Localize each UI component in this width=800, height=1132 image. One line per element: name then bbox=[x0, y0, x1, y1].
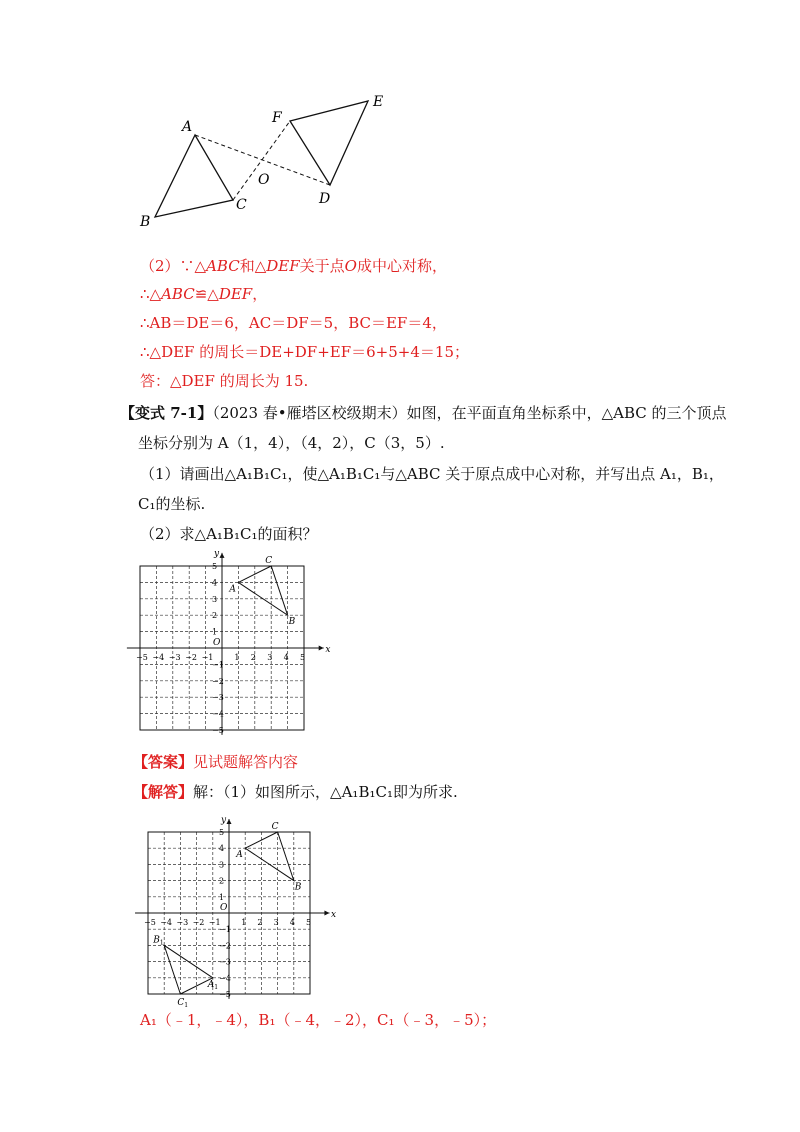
answer-line: 【答案】见试题解答内容 bbox=[133, 753, 299, 771]
solution-intro: 【解答】解：（1）如图所示，△A₁B₁C₁即为所求. bbox=[133, 783, 458, 801]
solution-line-1: （2）∵△ABC和△DEF关于点O成中心对称， bbox=[140, 257, 447, 275]
triangle-def bbox=[290, 101, 368, 185]
x-tick-label: 2 bbox=[250, 653, 256, 662]
y-tick-label: −1 bbox=[219, 925, 231, 935]
coordinate-grid-question bbox=[0, 548, 800, 748]
point-label-c1: $C_1$ bbox=[177, 998, 189, 1009]
y-tick-label: 4 bbox=[212, 578, 218, 588]
symmetry-figure bbox=[0, 0, 800, 240]
x-tick-label: −1 bbox=[208, 918, 221, 927]
point-label-b1: $B_1$ bbox=[153, 935, 164, 947]
answer-coordinates: A₁（﹣1，﹣4），B₁（﹣4，﹣2），C₁（﹣3，﹣5）； bbox=[140, 1011, 497, 1029]
label-e: E bbox=[373, 94, 384, 110]
y-tick-label: 2 bbox=[219, 876, 225, 886]
y-tick-label: −4 bbox=[212, 709, 224, 719]
y-tick-label: −5 bbox=[219, 990, 231, 999]
y-tick-label: −3 bbox=[212, 693, 224, 703]
y-tick-label: −2 bbox=[219, 941, 231, 951]
x-tick-label: −2 bbox=[192, 918, 205, 927]
variant-line-2: 坐标分别为 A（1，4），（4，2），C（3，5）. bbox=[138, 434, 445, 452]
label-a: A bbox=[182, 119, 193, 135]
y-tick-label: −2 bbox=[212, 676, 224, 686]
point-label-b: B bbox=[288, 617, 296, 628]
x-tick-label: 3 bbox=[267, 653, 273, 662]
y-axis-arrow-icon bbox=[220, 553, 225, 558]
y-tick-label: 5 bbox=[219, 828, 225, 837]
x-axis-arrow-icon bbox=[324, 911, 329, 916]
y-tick-label: −5 bbox=[212, 726, 224, 735]
y-tick-label: 5 bbox=[212, 562, 218, 571]
x-axis-label: x bbox=[331, 910, 337, 920]
x-tick-label: −4 bbox=[160, 918, 172, 927]
label-c: C bbox=[236, 197, 247, 213]
x-tick-label: 5 bbox=[300, 653, 306, 662]
solution-line-3: ∴AB＝DE＝6，AC＝DF＝5，BC＝EF＝4， bbox=[140, 314, 447, 332]
triangle-abc bbox=[155, 135, 233, 217]
point-label-a: A bbox=[229, 584, 236, 595]
solution-line-4: ∴△DEF 的周长＝DE+DF+EF＝6+5+4＝15； bbox=[140, 343, 469, 361]
y-tick-label: −1 bbox=[212, 660, 224, 670]
point-label-c: C bbox=[271, 822, 279, 832]
label-d: D bbox=[319, 191, 331, 207]
point-label-c: C bbox=[265, 556, 273, 566]
point-label-a1: $A_1$ bbox=[207, 979, 219, 991]
y-tick-label: 3 bbox=[212, 594, 218, 604]
y-tick-label: 2 bbox=[212, 611, 218, 621]
y-tick-label: 1 bbox=[219, 892, 225, 902]
x-tick-label: 1 bbox=[234, 653, 240, 662]
solution-line-2: ∴△ABC≌△DEF， bbox=[140, 285, 268, 303]
label-o: O bbox=[258, 172, 270, 188]
label-f: F bbox=[272, 110, 282, 126]
question-1-line-1: （1）请画出△A₁B₁C₁，使△A₁B₁C₁与△ABC 关于原点成中心对称，并写出点 A₁，B₁， bbox=[140, 465, 724, 483]
x-tick-label: −5 bbox=[144, 918, 156, 927]
x-tick-label: 4 bbox=[289, 918, 295, 927]
y-axis-arrow-icon bbox=[227, 819, 232, 824]
origin-label: O bbox=[220, 903, 228, 913]
y-tick-label: 3 bbox=[219, 860, 225, 870]
question-1-line-2: C₁的坐标. bbox=[138, 495, 206, 513]
question-2: （2）求△A₁B₁C₁的面积？ bbox=[140, 525, 318, 543]
dashed-segment-cf bbox=[233, 121, 290, 200]
triangle-a1b1c1 bbox=[164, 945, 213, 994]
x-tick-label: −4 bbox=[152, 653, 165, 662]
point-label-b: B bbox=[294, 882, 302, 893]
x-tick-label: −3 bbox=[176, 918, 189, 927]
variant-heading: 【变式 7-1】（2023 春•雁塔区校级期末）如图，在平面直角坐标系中，△ABC 的三个顶点 bbox=[120, 404, 727, 422]
y-axis-label: y bbox=[221, 815, 227, 826]
solution-line-5: 答：△DEF 的周长为 15. bbox=[140, 372, 309, 390]
x-tick-label: 2 bbox=[257, 918, 263, 927]
x-tick-label: 4 bbox=[283, 653, 289, 662]
label-b: B bbox=[140, 214, 151, 230]
x-tick-label: −3 bbox=[168, 653, 181, 662]
triangle-abc bbox=[238, 566, 287, 615]
x-tick-label: −2 bbox=[185, 653, 197, 662]
y-tick-label: −3 bbox=[219, 957, 231, 967]
triangle-abc bbox=[245, 832, 294, 881]
y-axis-label: y bbox=[214, 549, 220, 560]
point-label-a: A bbox=[236, 850, 243, 861]
x-tick-label: 1 bbox=[241, 918, 247, 927]
x-tick-label: −5 bbox=[136, 653, 148, 662]
origin-label: O bbox=[213, 638, 221, 648]
coordinate-grid-answer bbox=[0, 806, 800, 1009]
x-axis-label: x bbox=[325, 645, 331, 655]
y-tick-label: 4 bbox=[219, 844, 225, 854]
x-tick-label: 5 bbox=[306, 918, 312, 927]
y-tick-label: 1 bbox=[212, 627, 218, 637]
y-tick-label: −4 bbox=[219, 973, 231, 983]
x-axis-arrow-icon bbox=[319, 646, 324, 651]
x-tick-label: 3 bbox=[273, 918, 279, 927]
x-tick-label: −1 bbox=[201, 653, 214, 662]
